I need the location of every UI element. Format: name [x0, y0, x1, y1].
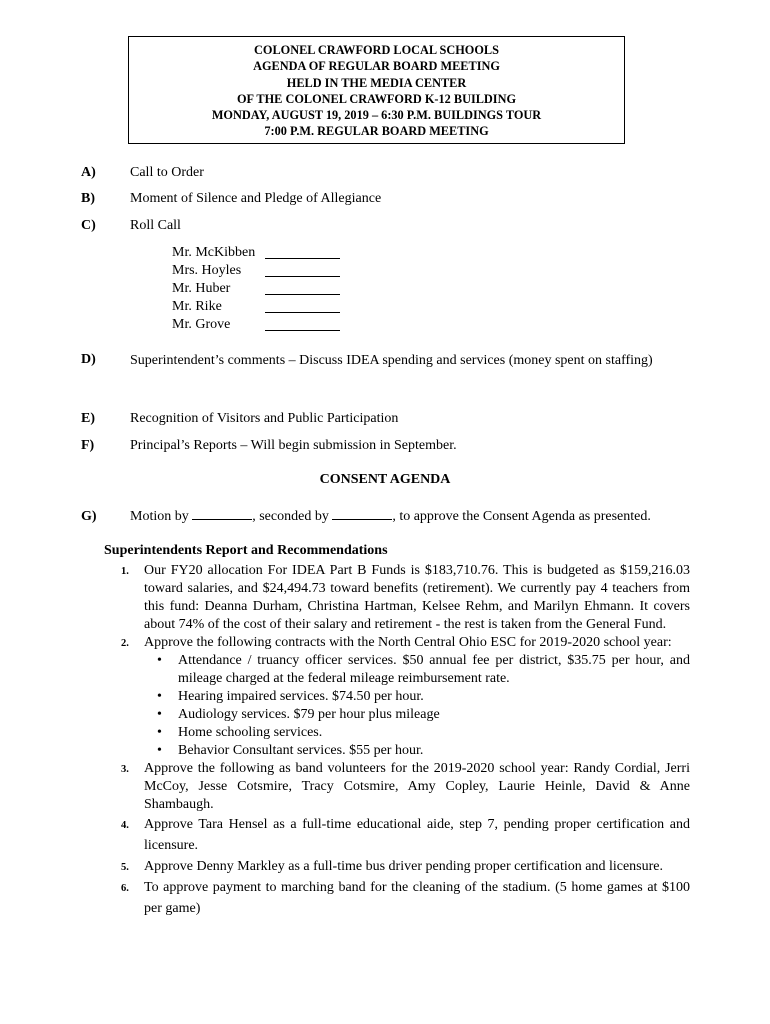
- motion-blank: [192, 507, 252, 520]
- bullet-icon: •: [157, 707, 162, 722]
- header-line: COLONEL CRAWFORD LOCAL SCHOOLS: [254, 43, 499, 57]
- item-letter: A): [81, 165, 96, 180]
- item-number: 6.: [121, 883, 129, 894]
- list-item: [116, 634, 690, 760]
- item-number: 3.: [121, 764, 129, 775]
- item-letter: D): [81, 352, 96, 367]
- item-number: 4.: [121, 820, 129, 831]
- bullet-text: Behavior Consultant services. $55 per hour.: [178, 743, 424, 758]
- item-text: Principal’s Reports – Will begin submission in September.: [130, 438, 457, 453]
- attendance-blank: [265, 330, 340, 331]
- header-line: 7:00 P.M. REGULAR BOARD MEETING: [264, 124, 489, 139]
- item-text: Approve Denny Markley as a full-time bus driver pending proper certification and licensure.: [144, 859, 663, 874]
- list-item: [116, 562, 690, 634]
- attendance-blank: [265, 294, 340, 295]
- approve-text: , to approve the Consent Agenda as presented.: [392, 509, 651, 524]
- header-line: OF THE COLONEL CRAWFORD K-12 BUILDING: [236, 91, 517, 106]
- item-letter: E): [81, 411, 95, 426]
- agenda-header: [128, 36, 625, 144]
- attendance-blank: [265, 258, 340, 259]
- board-member-name: Mr. Huber: [172, 281, 231, 296]
- header-line: MONDAY, AUGUST 19, 2019 – 6:30 P.M. BUILDINGS TOUR: [211, 108, 542, 123]
- bullet-icon: •: [157, 689, 162, 704]
- seconded-blank: [332, 507, 392, 520]
- bullet-item: [144, 724, 690, 742]
- bullet-text: Hearing impaired services. $74.50 per hour.: [178, 689, 424, 704]
- bullet-item: [144, 706, 690, 724]
- bullet-text: Attendance / truancy officer services. $50 annual fee per district, $35.75 per hour, and mileage charged at the federal mileage reimbursement rate.: [178, 653, 690, 686]
- board-member-name: Mr. Rike: [172, 299, 222, 314]
- bullet-icon: •: [157, 653, 162, 668]
- item-letter: F): [81, 438, 95, 453]
- item-text: To approve payment to marching band for the cleaning of the stadium. (5 home games at $100 per game): [144, 880, 690, 916]
- item-number: 2.: [121, 638, 129, 649]
- contract-bullets: [144, 652, 690, 760]
- item-text: Moment of Silence and Pledge of Allegiance: [130, 191, 382, 206]
- board-member-name: Mrs. Hoyles: [172, 263, 242, 278]
- board-member-name: Mr. McKibben: [172, 245, 256, 260]
- motion-text: Motion by: [130, 509, 193, 524]
- item-text: Our FY20 allocation For IDEA Part B Funds is $183,710.76. This is budgeted as $159,216.03 toward salaries, and $24,494.73 toward benefits (retirement). We currently pay 4 teachers from this fund: Deanna Durham, Christina Hartman, Kelsee Rehm, and Marilyn Ehmann. It covers about 74% of the cost of their salary and retirement - the rest is taken from the General Fund.: [144, 563, 690, 632]
- bullet-icon: •: [157, 725, 162, 740]
- bullet-item: [144, 742, 690, 760]
- item-text: [130, 507, 700, 527]
- item-text: Approve the following as band volunteers for the 2019-2020 school year: Randy Cordial, Jerri McCoy, Jesse Cotsmire, Tracy Cotsmire, Amy Copley, Laurie Heinle, David & Anne Shambaugh.: [144, 761, 690, 812]
- item-text: Recognition of Visitors and Public Participation: [130, 411, 399, 426]
- recommendations-list: [116, 562, 690, 919]
- bullet-icon: •: [157, 743, 162, 758]
- bullet-text: Home schooling services.: [178, 725, 323, 740]
- list-item: [116, 877, 690, 919]
- board-member-name: Mr. Grove: [172, 317, 231, 332]
- item-text: Superintendent’s comments – Discuss IDEA spending and services (money spent on staffing): [130, 353, 653, 368]
- item-text: Approve the following contracts with the North Central Ohio ESC for 2019-2020 school year:: [144, 635, 672, 650]
- attendance-blank: [265, 276, 340, 277]
- item-number: 5.: [121, 862, 129, 873]
- item-text: Call to Order: [130, 165, 204, 180]
- header-line: AGENDA OF REGULAR BOARD MEETING: [253, 59, 500, 74]
- item-letter: B): [81, 191, 95, 206]
- item-text: Roll Call: [130, 218, 181, 233]
- report-title: Superintendents Report and Recommendations: [104, 543, 388, 558]
- list-item: [116, 760, 690, 814]
- bullet-item: [144, 652, 690, 688]
- consent-agenda-title: CONSENT AGENDA: [319, 472, 451, 487]
- attendance-blank: [265, 312, 340, 313]
- header-line: HELD IN THE MEDIA CENTER: [286, 75, 467, 90]
- item-number: 1.: [121, 566, 129, 577]
- bullet-item: [144, 688, 690, 706]
- item-letter: G): [81, 509, 97, 524]
- list-item: [116, 856, 690, 877]
- seconded-text: , seconded by: [252, 509, 333, 524]
- item-letter: C): [81, 218, 96, 233]
- bullet-text: Audiology services. $79 per hour plus mileage: [178, 707, 440, 722]
- item-text: Approve Tara Hensel as a full-time educational aide, step 7, pending proper certification and licensure.: [144, 817, 690, 853]
- list-item: [116, 814, 690, 856]
